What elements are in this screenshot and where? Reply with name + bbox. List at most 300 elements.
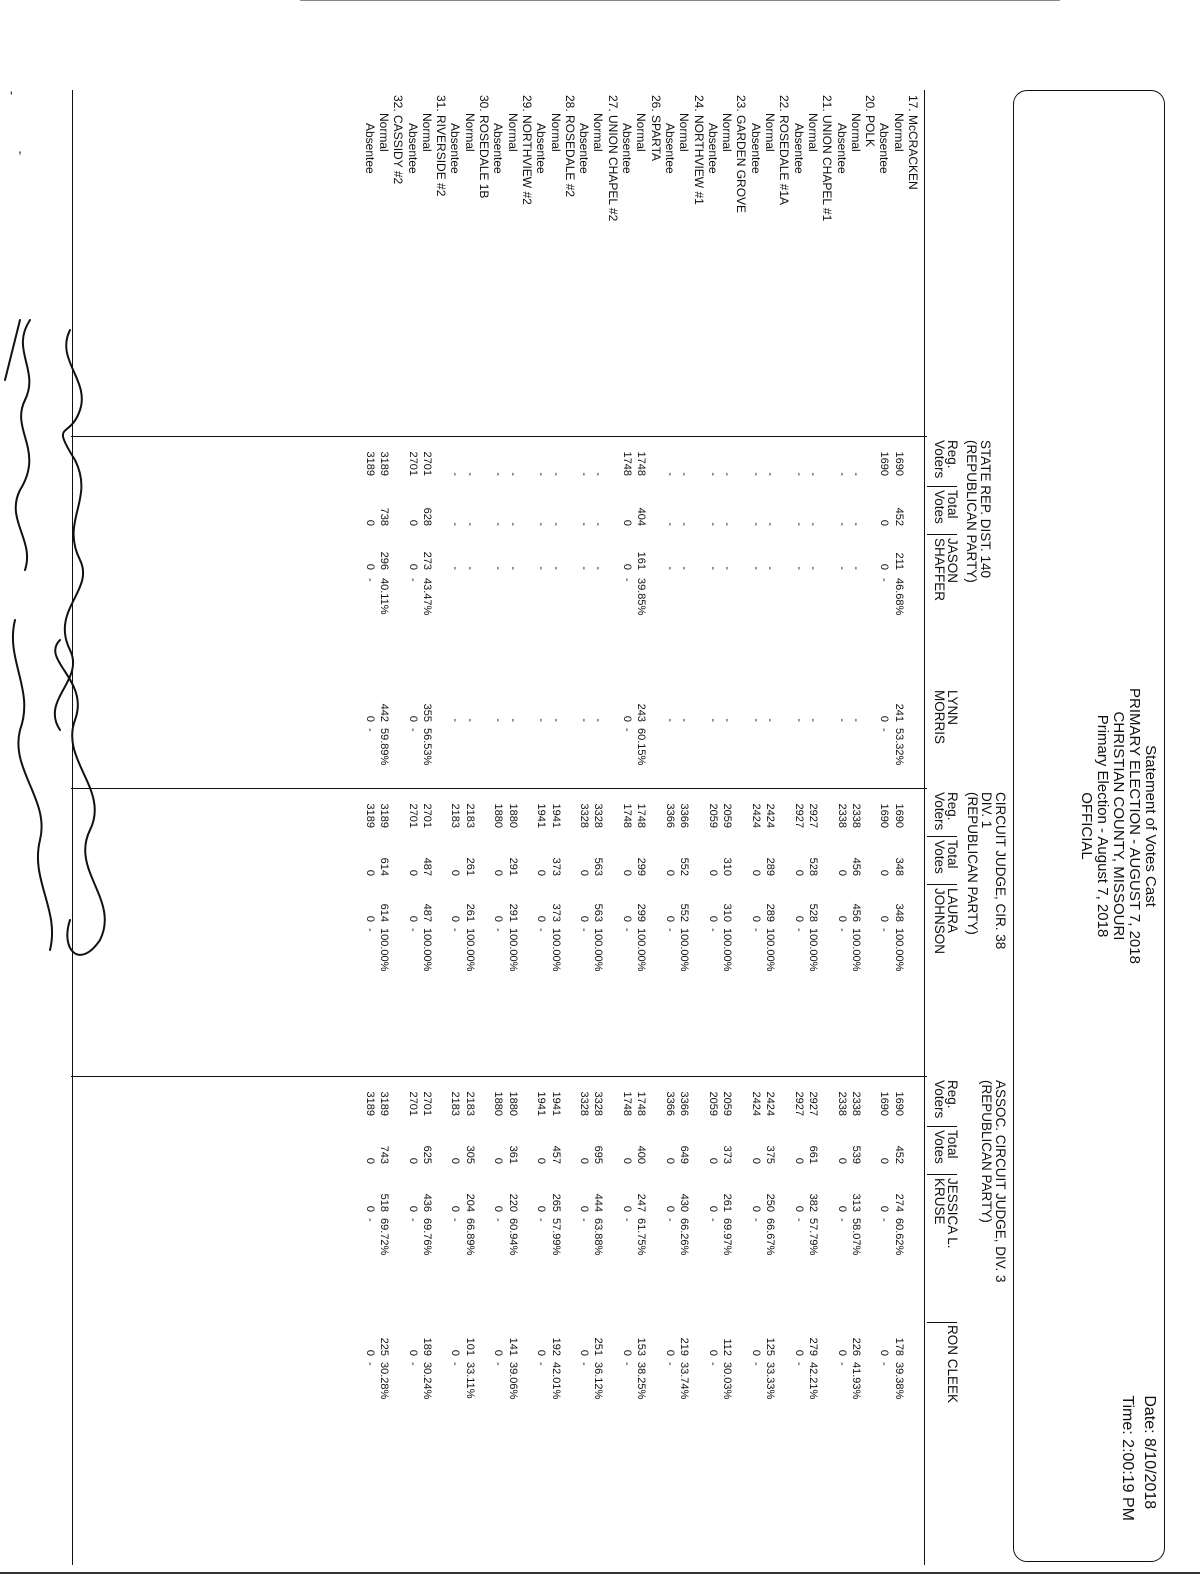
value-cell: - xyxy=(578,566,591,570)
value-cell xyxy=(391,886,405,922)
vote-type-label: Normal xyxy=(548,113,563,152)
header-box xyxy=(1013,90,1165,1562)
value-cell: 2701 xyxy=(406,803,419,828)
value-cell: 0 xyxy=(621,563,634,570)
value-cell: 161 xyxy=(635,551,648,570)
percent-cell xyxy=(648,1218,662,1274)
value-cell xyxy=(434,1078,448,1116)
value-cell xyxy=(477,1320,491,1356)
value-cell xyxy=(863,1078,877,1116)
value-cell xyxy=(605,1128,619,1164)
percent-cell xyxy=(434,1218,448,1274)
value-cell: - xyxy=(706,472,719,476)
value-cell: 1690 xyxy=(892,451,905,476)
value-cell xyxy=(863,486,877,526)
value-cell: 0 xyxy=(449,915,462,922)
percent-cell: - xyxy=(363,578,376,582)
value-cell: 1690 xyxy=(892,803,905,828)
value-cell xyxy=(691,1128,705,1164)
value-cell xyxy=(520,534,534,570)
value-cell: 2183 xyxy=(463,1091,476,1116)
value-cell: - xyxy=(764,472,777,476)
date-time-block xyxy=(1116,1395,1160,1521)
value-cell xyxy=(563,1176,577,1212)
percent-cell: 66.26% xyxy=(678,1218,691,1256)
value-cell xyxy=(520,1128,534,1164)
value-cell xyxy=(820,886,834,922)
value-cell: 539 xyxy=(849,1145,862,1164)
percent-cell: - xyxy=(449,1362,462,1366)
percent-cell xyxy=(391,1362,405,1418)
value-cell: 310 xyxy=(721,903,734,922)
value-cell xyxy=(648,1128,662,1164)
value-cell xyxy=(906,1320,920,1356)
percent-cell: - xyxy=(406,928,419,932)
candidate-votes-column xyxy=(362,1176,920,1212)
value-cell xyxy=(648,838,662,876)
col-candidate-kruse xyxy=(933,1178,959,1249)
candidate-percent-column xyxy=(362,928,920,988)
vote-type-label: Normal xyxy=(634,113,649,152)
percent-cell xyxy=(477,578,491,634)
percent-cell xyxy=(820,1218,834,1274)
value-cell xyxy=(391,1176,405,1212)
value-cell: - xyxy=(578,472,591,476)
value-cell: 0 xyxy=(449,1205,462,1212)
percent-cell: 57.79% xyxy=(806,1218,819,1256)
percent-cell: - xyxy=(878,928,891,932)
value-cell xyxy=(777,1320,791,1356)
value-cell: 695 xyxy=(592,1145,605,1164)
value-cell xyxy=(648,790,662,828)
value-cell: 738 xyxy=(378,507,391,526)
percent-cell: 100.00% xyxy=(420,928,433,972)
value-cell xyxy=(691,438,705,476)
value-cell: 211 xyxy=(892,552,905,570)
value-cell: 0 xyxy=(406,869,419,876)
value-cell: 2059 xyxy=(721,1091,734,1116)
value-cell: 1748 xyxy=(621,803,634,828)
vote-type-label: Normal xyxy=(419,113,434,152)
percent-cell xyxy=(434,1362,448,1418)
value-cell: 291 xyxy=(506,857,519,876)
precinct-name: 32. CASSIDY #2 xyxy=(391,95,406,185)
percent-cell: 33.33% xyxy=(764,1362,777,1400)
reg-voters-column xyxy=(362,1078,920,1116)
value-cell: 0 xyxy=(749,1205,762,1212)
percent-cell xyxy=(477,1362,491,1418)
value-cell: 3366 xyxy=(678,1091,691,1116)
vote-type-label: Absentee xyxy=(705,123,720,174)
value-cell xyxy=(477,886,491,922)
percent-cell: - xyxy=(578,1218,591,1222)
value-cell xyxy=(520,886,534,922)
value-cell xyxy=(563,438,577,476)
percent-cell: 39.38% xyxy=(892,1362,905,1400)
value-cell xyxy=(777,534,791,570)
value-cell xyxy=(777,790,791,828)
value-cell: 614 xyxy=(378,903,391,922)
percent-cell xyxy=(434,578,448,634)
value-cell: - xyxy=(492,718,505,722)
value-cell xyxy=(734,1176,748,1212)
value-cell: - xyxy=(535,566,548,570)
percent-cell: - xyxy=(835,1362,848,1366)
value-cell: 153 xyxy=(635,1337,648,1356)
value-cell: 375 xyxy=(764,1145,777,1164)
percent-cell: - xyxy=(363,1218,376,1222)
value-cell: 528 xyxy=(806,903,819,922)
vote-type-label: Absentee xyxy=(662,123,677,174)
percent-cell xyxy=(548,578,562,634)
value-cell xyxy=(820,1128,834,1164)
value-cell: 0 xyxy=(363,1157,376,1164)
percent-cell xyxy=(734,728,748,784)
percent-cell xyxy=(563,578,577,634)
col-head-line: Reg. xyxy=(945,440,960,469)
value-cell: 2701 xyxy=(420,803,433,828)
scan-mark: ' xyxy=(10,88,13,104)
reg-voters-column xyxy=(362,790,920,828)
value-cell: 0 xyxy=(406,519,419,526)
race-title-line: (REPUBLICAN PARTY) xyxy=(965,792,980,935)
percent-cell xyxy=(534,578,548,634)
value-cell xyxy=(434,886,448,922)
percent-cell xyxy=(748,728,762,784)
value-cell xyxy=(777,1128,791,1164)
percent-cell xyxy=(863,728,877,784)
value-cell: 0 xyxy=(663,869,676,876)
value-cell: 0 xyxy=(621,519,634,526)
value-cell xyxy=(734,534,748,570)
value-cell: 289 xyxy=(764,903,777,922)
value-cell: - xyxy=(663,522,676,526)
precinct-column xyxy=(362,95,920,221)
value-cell xyxy=(863,1176,877,1212)
value-cell xyxy=(820,438,834,476)
percent-cell xyxy=(477,928,491,988)
percent-cell xyxy=(534,728,548,784)
value-cell: 178 xyxy=(892,1337,905,1356)
value-cell xyxy=(477,790,491,828)
value-cell: 1880 xyxy=(492,1091,505,1116)
percent-cell xyxy=(734,578,748,634)
value-cell: 3189 xyxy=(363,803,376,828)
vote-type-label: Normal xyxy=(891,113,906,152)
value-cell: 2183 xyxy=(449,803,462,828)
percent-cell: 38.25% xyxy=(635,1362,648,1400)
precinct-name: 30. ROSEDALE 1B xyxy=(477,95,492,199)
percent-cell xyxy=(491,578,505,634)
percent-cell: - xyxy=(792,1218,805,1222)
value-cell xyxy=(820,486,834,526)
value-cell xyxy=(391,534,405,570)
header-divider xyxy=(927,1126,957,1127)
value-cell: 243 xyxy=(635,703,648,722)
value-cell: 0 xyxy=(792,1205,805,1212)
value-cell: 552 xyxy=(678,857,691,876)
value-cell: - xyxy=(549,522,562,526)
value-cell xyxy=(605,1078,619,1116)
col-head-line: LYNN xyxy=(945,690,960,726)
percent-cell xyxy=(806,578,820,634)
value-cell: 2338 xyxy=(849,1091,862,1116)
value-cell xyxy=(691,1320,705,1356)
value-cell: - xyxy=(678,718,691,722)
value-cell: - xyxy=(721,566,734,570)
value-cell xyxy=(605,686,619,722)
col-head-line: SHAFFER xyxy=(932,538,947,602)
value-cell: 3189 xyxy=(378,1091,391,1116)
value-cell: - xyxy=(806,522,819,526)
value-cell: - xyxy=(663,566,676,570)
percent-cell: 56.53% xyxy=(420,728,433,766)
value-cell xyxy=(777,886,791,922)
value-cell: 0 xyxy=(706,1349,719,1356)
value-cell: - xyxy=(721,472,734,476)
value-cell: 400 xyxy=(635,1145,648,1164)
value-cell: 0 xyxy=(406,915,419,922)
race-title-circuit-judge xyxy=(965,792,1007,949)
value-cell xyxy=(605,534,619,570)
value-cell: - xyxy=(535,718,548,722)
value-cell xyxy=(691,790,705,828)
precinct-name: 20. POLK xyxy=(863,95,878,148)
value-cell: - xyxy=(506,472,519,476)
value-cell xyxy=(691,686,705,722)
value-cell: 3189 xyxy=(363,1091,376,1116)
report-time: Time: 2:00:19 PM xyxy=(1119,1395,1136,1521)
value-cell xyxy=(520,486,534,526)
value-cell: - xyxy=(506,566,519,570)
percent-cell: 100.00% xyxy=(463,928,476,972)
value-cell: 2424 xyxy=(749,1091,762,1116)
col-candidate-johnson xyxy=(933,888,959,954)
value-cell xyxy=(906,1176,920,1212)
value-cell: 0 xyxy=(621,869,634,876)
value-cell: 247 xyxy=(635,1193,648,1212)
reg-voters-column xyxy=(362,438,920,476)
percent-cell: 61.75% xyxy=(635,1218,648,1256)
percent-cell: 30.28% xyxy=(378,1362,391,1400)
col-total-votes xyxy=(933,1130,959,1164)
percent-cell xyxy=(763,578,777,634)
value-cell: - xyxy=(706,522,719,526)
value-cell: 436 xyxy=(420,1193,433,1212)
value-cell: 0 xyxy=(406,1157,419,1164)
percent-cell xyxy=(734,1218,748,1274)
value-cell: 273 xyxy=(420,551,433,570)
value-cell xyxy=(563,486,577,526)
race-title-line: (REPUBLICAN PARTY) xyxy=(964,440,979,583)
value-cell: 0 xyxy=(363,915,376,922)
value-cell xyxy=(863,790,877,828)
value-cell: - xyxy=(721,718,734,722)
value-cell xyxy=(477,534,491,570)
race-title-line: DIV. 1 xyxy=(979,792,994,829)
value-cell: 0 xyxy=(749,869,762,876)
value-cell: - xyxy=(678,566,691,570)
percent-cell xyxy=(706,728,720,784)
value-cell: - xyxy=(849,522,862,526)
value-cell: 0 xyxy=(749,915,762,922)
value-cell: - xyxy=(749,718,762,722)
value-cell: 2183 xyxy=(449,1091,462,1116)
value-cell xyxy=(863,686,877,722)
percent-cell xyxy=(563,928,577,988)
value-cell: 430 xyxy=(678,1193,691,1212)
percent-cell: - xyxy=(406,728,419,732)
value-cell: 241 xyxy=(892,703,905,722)
value-cell: 1748 xyxy=(621,1091,634,1116)
value-cell xyxy=(734,438,748,476)
value-cell: - xyxy=(449,522,462,526)
percent-cell xyxy=(777,928,791,988)
votes-table xyxy=(45,50,1015,1570)
value-cell: 0 xyxy=(492,1205,505,1212)
percent-cell xyxy=(849,578,863,634)
value-cell: - xyxy=(764,522,777,526)
percent-cell: - xyxy=(792,1362,805,1366)
value-cell xyxy=(691,1078,705,1116)
value-cell: 0 xyxy=(878,1205,891,1212)
percent-cell xyxy=(434,928,448,988)
percent-cell: - xyxy=(449,1218,462,1222)
col-head-line: Voters xyxy=(932,792,947,831)
column-divider xyxy=(71,788,927,789)
percent-cell xyxy=(591,578,605,634)
value-cell: - xyxy=(449,472,462,476)
col-head-line: Votes xyxy=(932,1130,947,1164)
value-cell xyxy=(820,1320,834,1356)
value-cell xyxy=(863,1320,877,1356)
percent-cell: - xyxy=(363,1362,376,1366)
percent-cell xyxy=(505,578,519,634)
value-cell xyxy=(391,1128,405,1164)
value-cell xyxy=(734,886,748,922)
percent-cell xyxy=(648,728,662,784)
value-cell: 2701 xyxy=(406,1091,419,1116)
value-cell: - xyxy=(835,472,848,476)
value-cell: 3328 xyxy=(578,1091,591,1116)
precinct-name: 29. NORTHVIEW #2 xyxy=(519,95,534,205)
value-cell: 219 xyxy=(678,1337,691,1356)
value-cell: 125 xyxy=(764,1337,777,1356)
value-cell: 2701 xyxy=(420,1091,433,1116)
candidate-percent-column xyxy=(362,1362,920,1418)
value-cell xyxy=(391,686,405,722)
value-cell xyxy=(734,1320,748,1356)
race-title-line: CIRCUIT JUDGE, CIR. 38 xyxy=(993,792,1008,950)
value-cell xyxy=(477,1176,491,1212)
value-cell xyxy=(520,438,534,476)
header-divider xyxy=(927,486,957,487)
value-cell: 0 xyxy=(792,915,805,922)
percent-cell: - xyxy=(835,1218,848,1222)
value-cell: 3366 xyxy=(663,1091,676,1116)
percent-cell: 100.00% xyxy=(806,928,819,972)
value-cell: - xyxy=(549,566,562,570)
value-cell: 1748 xyxy=(621,451,634,476)
value-cell xyxy=(777,486,791,526)
precinct-name: 24. NORTHVIEW #1 xyxy=(691,95,706,205)
percent-cell xyxy=(777,728,791,784)
percent-cell: 60.62% xyxy=(892,1218,905,1256)
value-cell: - xyxy=(764,718,777,722)
vote-type-label: Absentee xyxy=(491,123,506,174)
value-cell: 1690 xyxy=(878,1091,891,1116)
value-cell xyxy=(605,790,619,828)
precinct-name: 28. ROSEDALE #2 xyxy=(562,95,577,198)
percent-cell: - xyxy=(621,1218,634,1222)
value-cell: 0 xyxy=(706,1205,719,1212)
percent-cell: 69.72% xyxy=(378,1218,391,1256)
value-cell: 101 xyxy=(463,1337,476,1356)
header-rule xyxy=(924,90,925,1565)
value-cell: 3328 xyxy=(578,803,591,828)
value-cell: - xyxy=(792,718,805,722)
value-cell xyxy=(734,686,748,722)
percent-cell: 100.00% xyxy=(849,928,862,972)
value-cell: 563 xyxy=(592,903,605,922)
value-cell xyxy=(906,790,920,828)
percent-cell: - xyxy=(749,1218,762,1222)
value-cell: - xyxy=(678,472,691,476)
value-cell: 3366 xyxy=(678,803,691,828)
value-cell: 0 xyxy=(449,869,462,876)
percent-cell xyxy=(863,1362,877,1418)
vote-type-label: Normal xyxy=(677,113,692,152)
percent-cell: 59.89% xyxy=(378,728,391,766)
percent-cell xyxy=(834,728,848,784)
percent-cell: - xyxy=(663,928,676,932)
value-cell: - xyxy=(721,522,734,526)
percent-cell: 40.11% xyxy=(378,578,391,615)
value-cell xyxy=(563,886,577,922)
value-cell: 0 xyxy=(792,869,805,876)
value-cell: - xyxy=(449,718,462,722)
value-cell: 0 xyxy=(578,915,591,922)
value-cell: 628 xyxy=(420,507,433,526)
percent-cell: 100.00% xyxy=(678,928,691,972)
value-cell: 0 xyxy=(406,1349,419,1356)
percent-cell: 66.89% xyxy=(463,1218,476,1256)
value-cell xyxy=(777,686,791,722)
value-cell: 0 xyxy=(363,869,376,876)
percent-cell xyxy=(777,1362,791,1418)
vote-type-label: Absentee xyxy=(877,123,892,174)
percent-cell: 100.00% xyxy=(592,928,605,972)
value-cell xyxy=(863,438,877,476)
value-cell: 225 xyxy=(378,1337,391,1356)
col-candidate-cleek xyxy=(946,1325,959,1403)
value-cell: - xyxy=(706,718,719,722)
value-cell: 0 xyxy=(878,1349,891,1356)
value-cell: 3328 xyxy=(592,1091,605,1116)
value-cell: - xyxy=(592,718,605,722)
vote-type-label: Absentee xyxy=(405,123,420,174)
value-cell: 0 xyxy=(535,1205,548,1212)
title-block xyxy=(1078,91,1158,1561)
value-cell: 361 xyxy=(506,1145,519,1164)
value-cell xyxy=(691,838,705,876)
value-cell xyxy=(563,534,577,570)
value-cell: 625 xyxy=(420,1145,433,1164)
value-cell: 289 xyxy=(764,857,777,876)
value-cell xyxy=(906,686,920,722)
col-head-line: LAURA xyxy=(945,888,960,934)
percent-cell: - xyxy=(706,1362,719,1366)
